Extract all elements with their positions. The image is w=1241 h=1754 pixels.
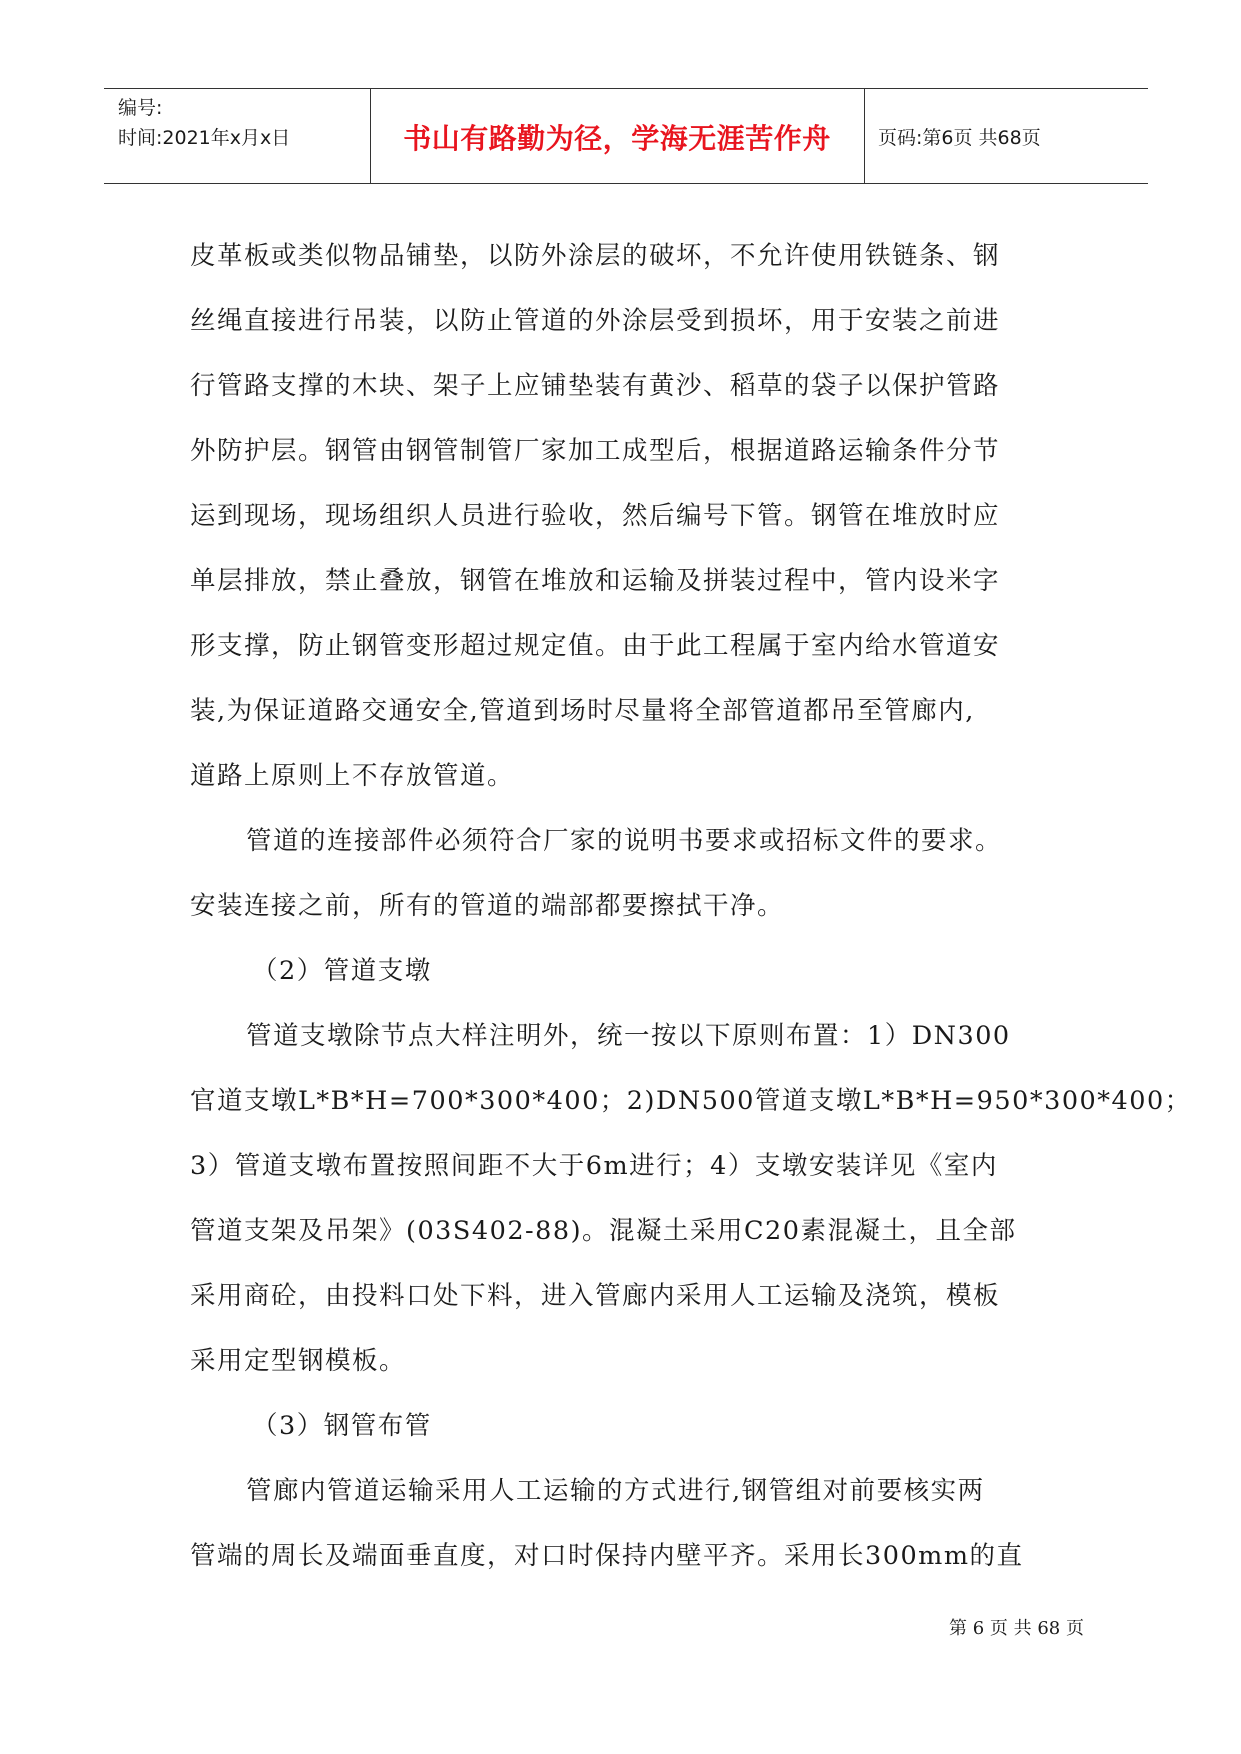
text-line: 采用定型钢模板。 (190, 1346, 407, 1376)
header-motto-cell (370, 89, 865, 183)
text-line: 安装连接之前，所有的管道的端部都要擦拭干净。 (190, 891, 785, 921)
text-line: 外防护层。钢管由钢管制管厂家加工成型后，根据道路运输条件分节 (190, 436, 1001, 466)
text-line: 管道支墩除节点大样注明外，统一按以下原则布置：1）DN300 (246, 1021, 1011, 1051)
section-heading: （2）管道支墩 (252, 956, 432, 986)
text-line: 丝绳直接进行吊装，以防止管道的外涂层受到损坏，用于安装之前进 (190, 306, 1001, 336)
text-line: 行管路支撑的木块、架子上应铺垫装有黄沙、稻草的袋子以保护管路 (190, 371, 1001, 401)
header-page-cell (864, 89, 1148, 183)
footer-page-number: 第 6 页 共 68 页 (949, 1618, 1084, 1639)
text-line: 官道支墩L*B*H=700*300*400；2)DN500管道支墩L*B*H=950*300*400； (190, 1086, 1192, 1116)
header-motto: 书山有路勤为径，学海无涯苦作舟 (403, 122, 831, 155)
section-heading: （3）钢管布管 (252, 1411, 432, 1441)
text-line: 装,为保证道路交通安全,管道到场时尽量将全部管道都吊至管廊内, (190, 696, 975, 726)
text-line: 道路上原则上不存放管道。 (190, 761, 515, 791)
document-number-label: 编号: (118, 97, 163, 119)
header-page-code: 页码:第6页 共68页 (878, 127, 1041, 149)
text-line: 管端的周长及端面垂直度，对口时保持内壁平齐。采用长300mm的直 (190, 1541, 1024, 1571)
text-line: 管廊内管道运输采用人工运输的方式进行,钢管组对前要核实两 (246, 1476, 985, 1506)
text-line: 采用商砼，由投料口处下料，进入管廊内采用人工运输及浇筑，模板 (190, 1281, 1001, 1311)
document-time-label: 时间:2021年x月x日 (118, 127, 291, 149)
text-line: 单层排放，禁止叠放，钢管在堆放和运输及拼装过程中，管内设米字 (190, 566, 1001, 596)
header-info-cell (104, 89, 371, 183)
text-line: 运到现场，现场组织人员进行验收，然后编号下管。钢管在堆放时应 (190, 501, 1001, 531)
page-footer (0, 1614, 1241, 1640)
body-text (190, 224, 1192, 1589)
text-line: 管道支架及吊架》(03S402-88)。混凝土采用C20素混凝土，且全部 (190, 1216, 1017, 1246)
text-line: 形支撑，防止钢管变形超过规定值。由于此工程属于室内给水管道安 (190, 631, 1001, 661)
text-line: 3）管道支墩布置按照间距不大于6m进行；4）支墩安装详见《室内 (190, 1151, 998, 1181)
text-line: 皮革板或类似物品铺垫，以防外涂层的破坏，不允许使用铁链条、钢 (190, 241, 1001, 271)
page-header (104, 88, 1148, 184)
text-line: 管道的连接部件必须符合厂家的说明书要求或招标文件的要求。 (246, 826, 1003, 856)
